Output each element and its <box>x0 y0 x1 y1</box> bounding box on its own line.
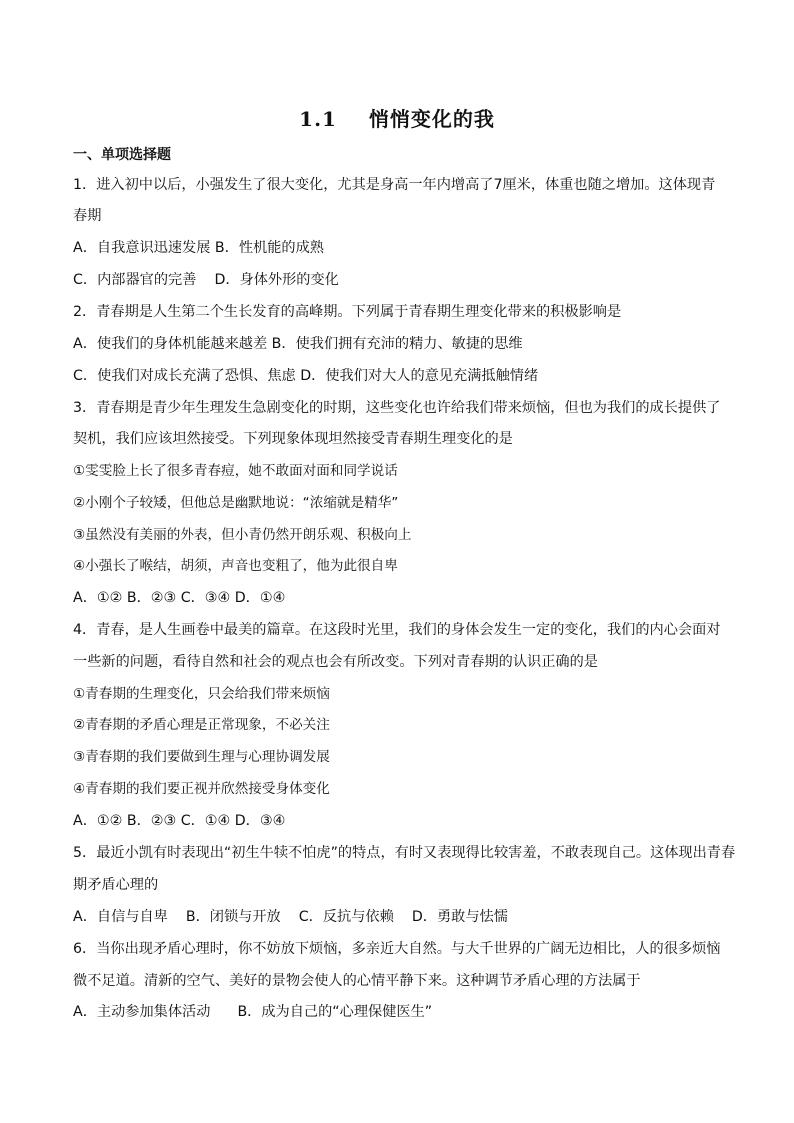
question-3-statement-4: ④小强长了喉结，胡须，声音也变粗了，他为此很自卑 <box>73 558 398 574</box>
question-5-stem-line-2: 期矛盾心理的 <box>73 877 159 893</box>
question-3-stem-line-1: 3．青春期是青少年生理发生急剧变化的时期，这些变化也许给我们带来烦恼，但也为我们的成长提供了 <box>73 400 721 416</box>
question-5-stem-line-1: 5．最近小凯有时表现出“初生牛犊不怕虎”的特点，有时又表现得比较害羞，不敢表现自己。这体现出青春 <box>73 845 736 861</box>
question-4-statement-3: ③青春期的我们要做到生理与心理协调发展 <box>73 749 330 765</box>
question-4-statement-2: ②青春期的矛盾心理是正常现象，不必关注 <box>73 717 330 733</box>
page-title: 1.1 悄悄变化的我 <box>299 107 495 131</box>
question-3-statement-3: ③虽然没有美丽的外表，但小青仍然开朗乐观、积极向上 <box>73 527 412 543</box>
question-4-stem-line-1: 4．青春，是人生画卷中最美的篇章。在这段时光里，我们的身体会发生一定的变化，我们的内心会面对 <box>73 622 721 638</box>
question-4-stem-line-2: 一些新的问题，看待自然和社会的观点也会有所改变。下列对青春期的认识正确的是 <box>73 654 598 670</box>
section-heading: 一、单项选择题 <box>73 147 171 163</box>
question-4-options: A．①② B．②③ C．①④ D．③④ <box>73 813 286 829</box>
question-1-stem-line-1: 1．进入初中以后，小强发生了很大变化，尤其是身高一年内增高了7厘米，体重也随之增加。这体现青 <box>73 177 716 193</box>
question-4-statement-1: ①青春期的生理变化，只会给我们带来烦恼 <box>73 686 330 702</box>
question-3-options: A．①② B．②③ C．③④ D．①④ <box>73 590 286 606</box>
question-1-options-cd: C．内部器官的完善 D．身体外形的变化 <box>73 272 339 288</box>
question-6-stem-line-2: 微不足道。清新的空气、美好的景物会使人的心情平静下来。这种调节矛盾心理的方法属于 <box>73 973 641 989</box>
question-3-statement-2: ②小刚个子较矮，但他总是幽默地说：“浓缩就是精华” <box>73 495 399 511</box>
question-2-stem: 2．青春期是人生第二个生长发育的高峰期。下列属于青春期生理变化带来的积极影响是 <box>73 304 622 320</box>
question-5-options: A．自信与自卑 B．闭锁与开放 C．反抗与依赖 D．勇敢与怯懦 <box>73 909 508 925</box>
question-6-stem-line-1: 6．当你出现矛盾心理时，你不妨放下烦恼，多亲近大自然。与大千世界的广阔无边相比，人的很多烦恼 <box>73 941 721 957</box>
question-3-stem-line-2: 契机，我们应该坦然接受。下列现象体现坦然接受青春期生理变化的是 <box>73 431 513 447</box>
question-1-stem-line-2: 春期 <box>73 208 102 224</box>
question-6-options-ab: A．主动参加集体活动 B．成为自己的“心理保健医生” <box>73 1004 433 1020</box>
question-2-options-cd: C．使我们对成长充满了恐惧、焦虑 D．使我们对大人的意见充满抵触情绪 <box>73 368 539 384</box>
question-4-statement-4: ④青春期的我们要正视并欣然接受身体变化 <box>73 781 330 797</box>
question-2-options-ab: A．使我们的身体机能越来越差 B．使我们拥有充沛的精力、敏捷的思维 <box>73 336 523 352</box>
question-1-options-ab: A．自我意识迅速发展 B．性机能的成熟 <box>73 240 324 256</box>
question-3-statement-1: ①雯雯脸上长了很多青春痘，她不敢面对面和同学说话 <box>73 463 398 479</box>
